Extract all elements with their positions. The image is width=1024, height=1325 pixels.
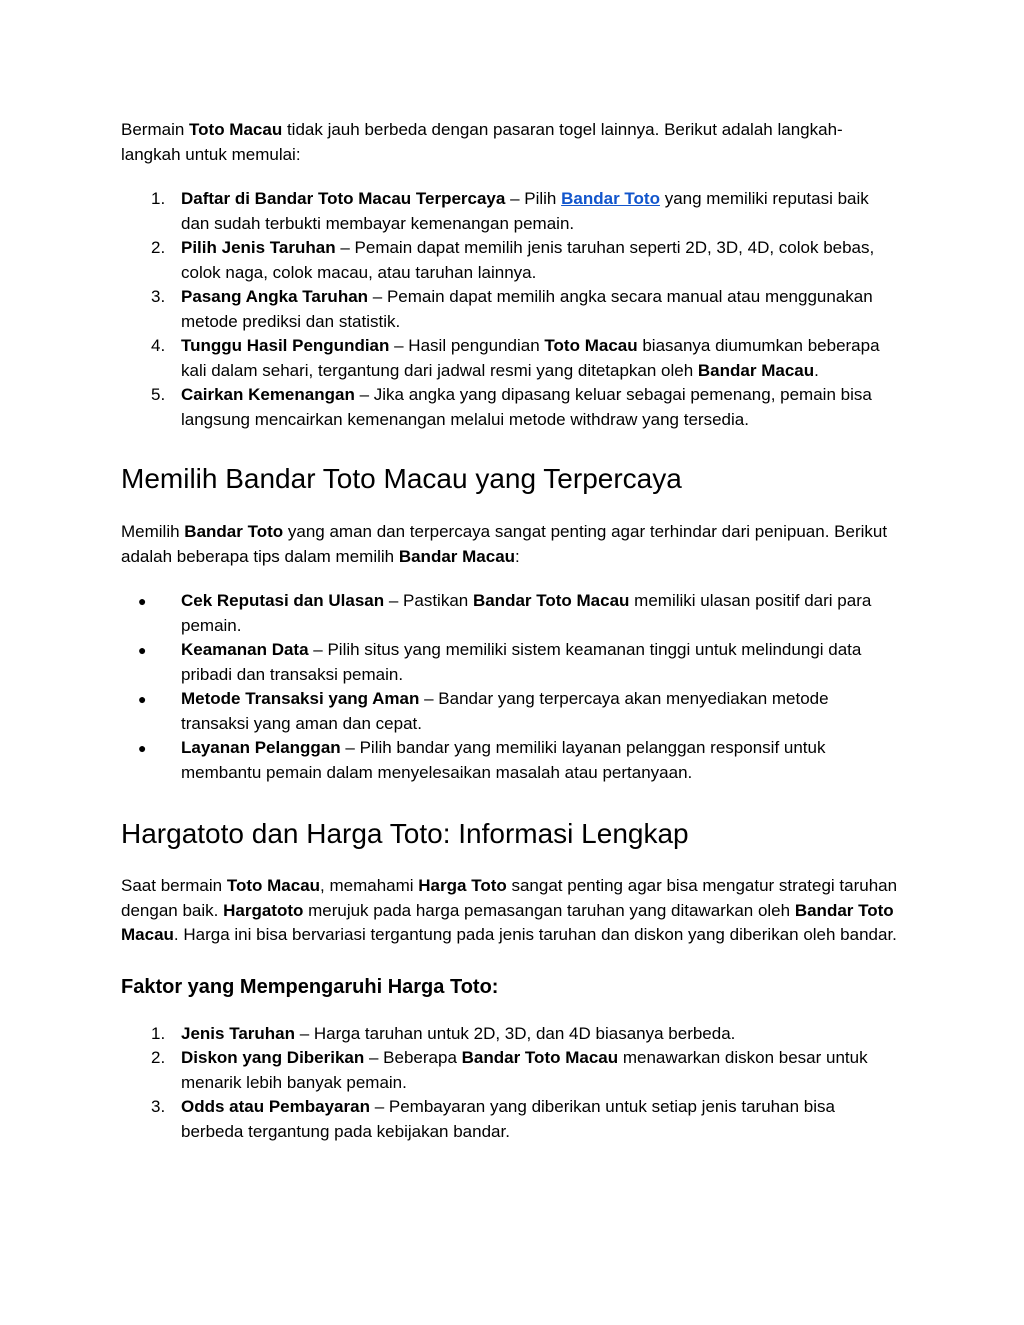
- section-heading-memilih-bandar: Memilih Bandar Toto Macau yang Terpercaya: [121, 463, 682, 494]
- tips-list: [121, 589, 901, 785]
- list-item: 1. Jenis Taruhan – Harga taruhan untuk 2D, 3D, dan 4D biasanya berbeda.: [151, 1023, 736, 1043]
- intro-paragraph: Bermain Toto Macau tidak jauh berbeda dengan pasaran togel lainnya. Berikut adalah langkah-langkah untuk memulai:: [121, 120, 843, 164]
- factors-list: [121, 1022, 901, 1145]
- list-item: 2. Pilih Jenis Taruhan – Pemain dapat memilih jenis taruhan seperti 2D, 3D, 4D, colok bebas, colok naga, colok macau, atau taruhan lainnya.: [151, 238, 875, 282]
- list-item: ● Keamanan Data – Pilih situs yang memiliki sistem keamanan tinggi untuk melindungi data pribadi dan transaksi pemain.: [138, 640, 862, 684]
- list-item: 1. Daftar di Bandar Toto Macau Terpercaya – Pilih Bandar Toto yang memiliki reputasi baik dan sudah terbukti membayar kemenangan pemain.: [151, 189, 869, 233]
- list-item: 4. Tunggu Hasil Pengundian – Hasil pengundian Toto Macau biasanya diumumkan beberapa kali dalam sehari, tergantung dari jadwal resmi yang ditetapkan oleh Bandar Macau.: [151, 336, 880, 380]
- list-item: 3. Pasang Angka Taruhan – Pemain dapat memilih angka secara manual atau menggunakan metode prediksi dan statistik.: [151, 287, 873, 331]
- bandar-toto-link[interactable]: Bandar Toto: [561, 189, 660, 208]
- document-page: [121, 118, 901, 1144]
- list-item: 2. Diskon yang Diberikan – Beberapa Bandar Toto Macau menawarkan diskon besar untuk menarik lebih banyak pemain.: [151, 1048, 868, 1092]
- list-item: ● Metode Transaksi yang Aman – Bandar yang terpercaya akan menyediakan metode transaksi yang aman dan cepat.: [138, 689, 829, 733]
- bullet-icon: ●: [138, 691, 147, 707]
- bullet-icon: ●: [138, 740, 147, 756]
- list-item: ● Layanan Pelanggan – Pilih bandar yang memiliki layanan pelanggan responsif untuk membantu pemain dalam menyelesaikan masalah atau pertanyaan.: [138, 738, 826, 782]
- bullet-icon: ●: [138, 642, 147, 658]
- section2-paragraph: Saat bermain Toto Macau, memahami Harga Toto sangat penting agar bisa mengatur strategi taruhan dengan baik. Hargatoto merujuk pada harga pemasangan taruhan yang ditawarkan oleh Bandar Toto Macau. Harga ini bisa bervariasi tergantung pada jenis taruhan dan diskon yang diberikan oleh bandar.: [121, 876, 898, 944]
- list-item: 5. Cairkan Kemenangan – Jika angka yang dipasang keluar sebagai pemenang, pemain bisa langsung mencairkan kemenangan melalui metode withdraw yang tersedia.: [151, 385, 872, 429]
- list-item: ● Cek Reputasi dan Ulasan – Pastikan Bandar Toto Macau memiliki ulasan positif dari para pemain.: [138, 591, 872, 635]
- section1-paragraph: Memilih Bandar Toto yang aman dan terpercaya sangat penting agar terhindar dari penipuan. Berikut adalah beberapa tips dalam memilih Bandar Macau:: [121, 522, 888, 566]
- section-heading-hargatoto: Hargatoto dan Harga Toto: Informasi Lengkap: [121, 818, 689, 849]
- bullet-icon: ●: [138, 593, 147, 609]
- section-heading-faktor: Faktor yang Mempengaruhi Harga Toto:: [121, 975, 499, 998]
- list-item: 3. Odds atau Pembayaran – Pembayaran yang diberikan untuk setiap jenis taruhan bisa berbeda tergantung pada kebijakan bandar.: [151, 1097, 835, 1141]
- steps-list: [121, 187, 901, 432]
